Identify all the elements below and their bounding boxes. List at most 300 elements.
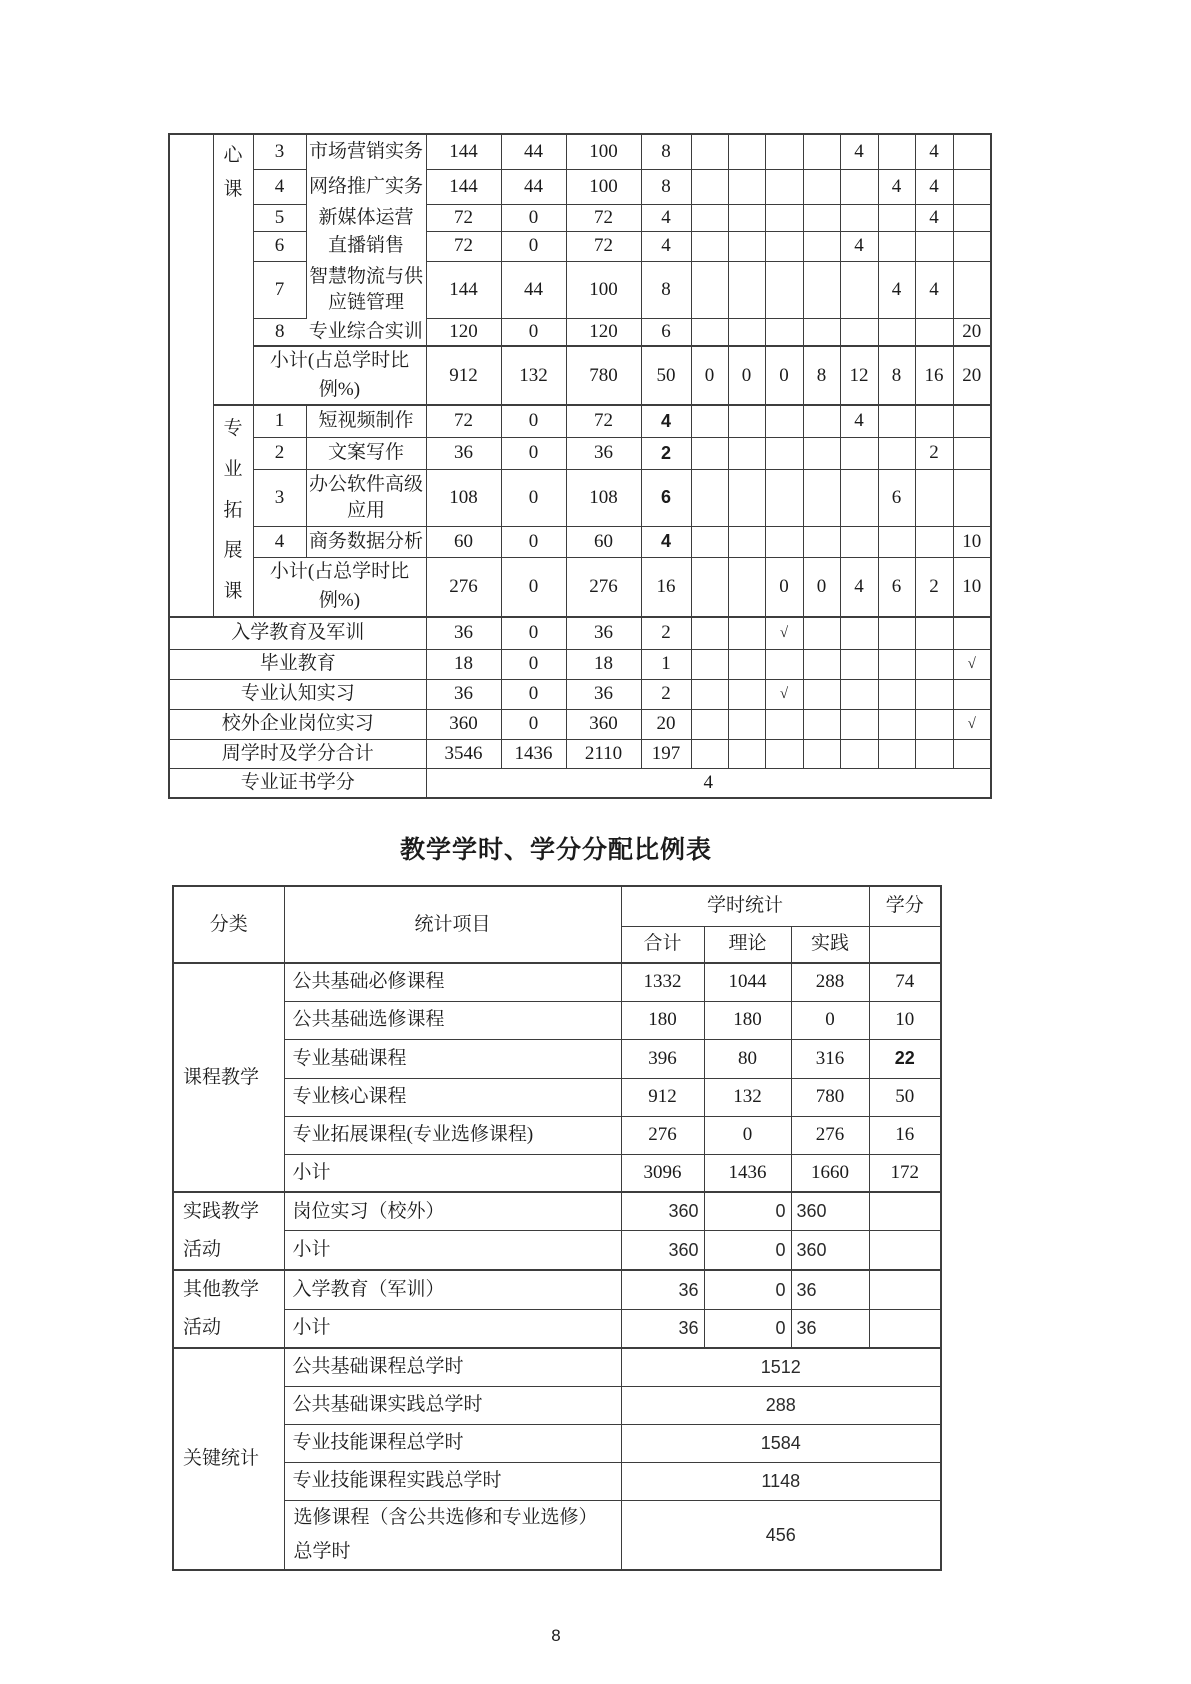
cell-semester-3 (765, 318, 803, 346)
table-row (169, 469, 991, 526)
cell-semester-4 (803, 134, 840, 169)
cell-semester-8: 20 (953, 346, 991, 405)
cell-item: 小计 (284, 1309, 621, 1348)
cell-semester-2 (728, 709, 765, 739)
cell-seq-no: 4 (253, 169, 306, 204)
cell-course-name: 商务数据分析 (306, 526, 426, 557)
cell-course-name: 专业综合实训 (306, 318, 426, 346)
cell-practice-hours: 100 (566, 169, 641, 204)
table-row (169, 204, 991, 231)
group-label-other-activity: 其他教学活动 (173, 1270, 284, 1348)
subtotal-row (173, 1154, 941, 1192)
cell-semester-7 (915, 231, 953, 261)
group-label-course-teaching: 课程教学 (173, 963, 284, 1192)
cell-total-hours: 276 (426, 557, 501, 617)
cell-practice: 288 (791, 963, 869, 1001)
cell-credit: 2 (641, 617, 691, 649)
cell-semester-3 (765, 169, 803, 204)
cell-total: 36 (621, 1309, 704, 1348)
cell-semester-8 (953, 134, 991, 169)
cell-practice: 316 (791, 1039, 869, 1078)
cell-semester-5: 4 (840, 231, 878, 261)
table-row (169, 709, 991, 739)
cell-semester-7 (915, 469, 953, 526)
hour-credit-ratio-table (172, 885, 942, 1571)
cell-semester-6: 4 (878, 261, 915, 318)
cell-semester-3 (765, 134, 803, 169)
cell-value: 1584 (621, 1424, 941, 1462)
cell-semester-6 (878, 709, 915, 739)
cell-practice: 276 (791, 1116, 869, 1154)
table-row (169, 318, 991, 346)
cell-semester-4 (803, 649, 840, 679)
cell-semester-6 (878, 526, 915, 557)
cell-semester-3 (765, 437, 803, 469)
total-row (169, 739, 991, 768)
cell-semester-4 (803, 469, 840, 526)
cell-semester-6: 8 (878, 346, 915, 405)
cell-item: 公共基础必修课程 (284, 963, 621, 1001)
cell-row-label: 校外企业岗位实习 (169, 709, 426, 739)
cell-total: 396 (621, 1039, 704, 1078)
cell-item: 专业技能课程实践总学时 (284, 1462, 621, 1500)
cell-total-hours: 72 (426, 231, 501, 261)
cell-theory: 80 (704, 1039, 791, 1078)
table-row (173, 1192, 941, 1230)
cell-course-name: 智慧物流与供应链管理 (306, 261, 426, 318)
cell-item: 小计 (284, 1154, 621, 1192)
cell-credit: 8 (641, 134, 691, 169)
section-label-core-course (213, 134, 253, 405)
curriculum-plan-table (168, 133, 992, 799)
cell-credit: 8 (641, 169, 691, 204)
cell-semester-3: 0 (765, 346, 803, 405)
cell-semester-1 (691, 557, 728, 617)
cell-semester-2 (728, 649, 765, 679)
cell-semester-3 (765, 469, 803, 526)
cell-seq-no: 4 (253, 526, 306, 557)
cell-semester-6 (878, 405, 915, 437)
table-row (169, 679, 991, 709)
table-row (169, 261, 991, 318)
cell-item: 公共基础课实践总学时 (284, 1386, 621, 1424)
cell-semester-8: √ (953, 709, 991, 739)
header-theory: 理论 (704, 926, 791, 963)
cell-semester-2 (728, 134, 765, 169)
cell-semester-4 (803, 617, 840, 649)
cell-credit: 4 (641, 405, 691, 437)
cell-semester-6 (878, 437, 915, 469)
cell-total-hours: 36 (426, 679, 501, 709)
cell-theory-hours: 0 (501, 437, 566, 469)
section-label-text: 专业拓展课 (223, 417, 243, 603)
cell-semester-6 (878, 649, 915, 679)
cell-row-label: 专业证书学分 (169, 768, 426, 798)
cell-theory: 1436 (704, 1154, 791, 1192)
cell-credit: 4 (641, 204, 691, 231)
subtotal-row (173, 1230, 941, 1270)
cell-total-hours: 120 (426, 318, 501, 346)
cell-semester-8: 20 (953, 318, 991, 346)
cell-practice-hours: 36 (566, 437, 641, 469)
cell-semester-2 (728, 679, 765, 709)
header-credit: 学分 (869, 886, 941, 926)
cell-total-hours: 912 (426, 346, 501, 405)
cell-semester-2 (728, 231, 765, 261)
cell-practice-hours: 60 (566, 526, 641, 557)
group-label-key-statistics: 关键统计 (173, 1348, 284, 1570)
cell-semester-6 (878, 617, 915, 649)
cell-total-hours: 72 (426, 405, 501, 437)
cell-credit: 74 (869, 963, 941, 1001)
cell-semester-4 (803, 261, 840, 318)
cell-semester-4: 8 (803, 346, 840, 405)
cell-item: 专业基础课程 (284, 1039, 621, 1078)
cell-total: 276 (621, 1116, 704, 1154)
subtotal-row (169, 346, 991, 405)
cell-seq-no: 1 (253, 405, 306, 437)
table-row (173, 1424, 941, 1462)
cell-semester-8: 10 (953, 557, 991, 617)
cell-total: 180 (621, 1001, 704, 1039)
cell-semester-1 (691, 709, 728, 739)
cell-credit: 10 (869, 1001, 941, 1039)
cell-semester-6 (878, 231, 915, 261)
cell-practice-hours: 18 (566, 649, 641, 679)
cell-semester-7: 4 (915, 204, 953, 231)
cell-seq-no: 8 (253, 318, 306, 346)
cell-credit: 50 (869, 1078, 941, 1116)
cell-credit: 4 (641, 526, 691, 557)
cell-practice-hours: 120 (566, 318, 641, 346)
cell-semester-8 (953, 231, 991, 261)
cell-semester-6: 6 (878, 469, 915, 526)
cell-semester-8 (953, 739, 991, 768)
table-row (173, 1386, 941, 1424)
cell-semester-5 (840, 437, 878, 469)
cell-theory: 0 (704, 1230, 791, 1270)
cell-semester-1: 0 (691, 346, 728, 405)
cell-theory-hours: 0 (501, 617, 566, 649)
cell-practice: 36 (791, 1309, 869, 1348)
cell-credit: 16 (869, 1116, 941, 1154)
cell-semester-3 (765, 204, 803, 231)
cell-semester-6 (878, 318, 915, 346)
table-row (173, 1078, 941, 1116)
cell-practice-hours: 36 (566, 617, 641, 649)
cell-value: 1512 (621, 1348, 941, 1386)
cell-seq-no: 6 (253, 231, 306, 261)
cell-theory-hours: 44 (501, 169, 566, 204)
cell-course-name: 市场营销实务 (306, 134, 426, 169)
table-row (169, 526, 991, 557)
cell-seq-no: 3 (253, 134, 306, 169)
cell-practice-hours: 360 (566, 709, 641, 739)
cell-semester-3: 0 (765, 557, 803, 617)
cell-item: 小计 (284, 1230, 621, 1270)
certificate-row (169, 768, 991, 798)
cell-practice: 360 (791, 1192, 869, 1230)
cell-theory-hours: 0 (501, 469, 566, 526)
cell-credit: 8 (641, 261, 691, 318)
cell-semester-7: 4 (915, 261, 953, 318)
cell-item: 公共基础课程总学时 (284, 1348, 621, 1386)
cell-credit (869, 1230, 941, 1270)
header-hours-group: 学时统计 (621, 886, 869, 926)
cell-credit: 22 (869, 1039, 941, 1078)
section-label-expand-course (213, 405, 253, 617)
header-category: 分类 (173, 886, 284, 963)
cell-semester-4 (803, 709, 840, 739)
cell-practice-hours: 276 (566, 557, 641, 617)
table-row (173, 1500, 941, 1570)
table-row (173, 1116, 941, 1154)
cell-total-hours: 36 (426, 437, 501, 469)
cell-practice-hours: 2110 (566, 739, 641, 768)
cell-credit: 197 (641, 739, 691, 768)
cell-total-hours: 144 (426, 261, 501, 318)
cell-semester-4 (803, 318, 840, 346)
cell-practice: 360 (791, 1230, 869, 1270)
cell-credit: 50 (641, 346, 691, 405)
cell-credit: 6 (641, 469, 691, 526)
cell-semester-3 (765, 739, 803, 768)
cell-semester-5: 4 (840, 557, 878, 617)
table-row (173, 1348, 941, 1386)
cell-semester-2 (728, 405, 765, 437)
cell-theory-hours: 0 (501, 204, 566, 231)
cell-semester-7: 4 (915, 169, 953, 204)
cell-semester-6: 4 (878, 169, 915, 204)
cell-certificate-credit: 4 (426, 768, 991, 798)
table-row (173, 1462, 941, 1500)
cell-theory: 180 (704, 1001, 791, 1039)
cell-course-name: 网络推广实务 (306, 169, 426, 204)
header-credit-sub (869, 926, 941, 963)
cell-seq-no: 5 (253, 204, 306, 231)
cell-credit (869, 1309, 941, 1348)
cell-theory-hours: 0 (501, 526, 566, 557)
cell-item: 选修课程（含公共选修和专业选修）总学时 (284, 1500, 621, 1570)
header-item: 统计项目 (284, 886, 621, 963)
cell-semester-5 (840, 318, 878, 346)
cell-semester-2 (728, 204, 765, 231)
cell-credit (869, 1192, 941, 1230)
table-row (173, 1270, 941, 1309)
cell-practice: 36 (791, 1270, 869, 1309)
cell-credit: 2 (641, 437, 691, 469)
cell-semester-1 (691, 318, 728, 346)
cell-semester-4 (803, 739, 840, 768)
cell-semester-2: 0 (728, 346, 765, 405)
cell-total-hours: 18 (426, 649, 501, 679)
cell-semester-5 (840, 617, 878, 649)
cell-semester-2 (728, 261, 765, 318)
cell-semester-7 (915, 526, 953, 557)
cell-semester-5 (840, 469, 878, 526)
cell-semester-1 (691, 437, 728, 469)
cell-semester-3 (765, 231, 803, 261)
cell-semester-6 (878, 739, 915, 768)
cell-semester-3 (765, 526, 803, 557)
table-row (169, 649, 991, 679)
cell-semester-7: 4 (915, 134, 953, 169)
cell-semester-4 (803, 679, 840, 709)
cell-semester-2 (728, 437, 765, 469)
group-label-practice-activity: 实践教学活动 (173, 1192, 284, 1270)
cell-semester-2 (728, 617, 765, 649)
cell-total: 912 (621, 1078, 704, 1116)
cell-practice-hours: 780 (566, 346, 641, 405)
cell-semester-7 (915, 617, 953, 649)
cell-item: 公共基础选修课程 (284, 1001, 621, 1039)
cell-theory: 0 (704, 1270, 791, 1309)
cell-semester-7: 2 (915, 437, 953, 469)
page-number: 8 (551, 1626, 561, 1645)
cell-practice-hours: 36 (566, 679, 641, 709)
cell-semester-1 (691, 204, 728, 231)
cell-theory-hours: 0 (501, 231, 566, 261)
cell-theory-hours: 44 (501, 261, 566, 318)
cell-semester-2 (728, 169, 765, 204)
cell-semester-1 (691, 169, 728, 204)
cell-practice: 0 (791, 1001, 869, 1039)
header-practice: 实践 (791, 926, 869, 963)
cell-semester-2 (728, 557, 765, 617)
cell-subtotal-label: 小计(占总学时比例%) (253, 557, 426, 617)
page-title: 教学学时、学分分配比例表 (399, 837, 712, 864)
cell-credit: 20 (641, 709, 691, 739)
cell-semester-3 (765, 649, 803, 679)
cell-semester-1 (691, 469, 728, 526)
cell-total-hours: 144 (426, 134, 501, 169)
cell-practice: 780 (791, 1078, 869, 1116)
cell-item: 专业技能课程总学时 (284, 1424, 621, 1462)
cell-semester-8 (953, 617, 991, 649)
cell-theory-hours: 132 (501, 346, 566, 405)
cell-semester-7 (915, 649, 953, 679)
cell-semester-3: √ (765, 679, 803, 709)
cell-semester-7 (915, 739, 953, 768)
cell-semester-6 (878, 204, 915, 231)
cell-course-name: 新媒体运营 (306, 204, 426, 231)
cell-semester-7 (915, 318, 953, 346)
cell-semester-8 (953, 469, 991, 526)
cell-credit: 16 (641, 557, 691, 617)
cell-semester-7 (915, 709, 953, 739)
cell-theory-hours: 44 (501, 134, 566, 169)
cell-semester-5 (840, 261, 878, 318)
cell-practice-hours: 108 (566, 469, 641, 526)
cell-semester-1 (691, 261, 728, 318)
cell-semester-7: 2 (915, 557, 953, 617)
cell-category-outer (169, 134, 213, 617)
cell-practice-hours: 72 (566, 204, 641, 231)
header-total: 合计 (621, 926, 704, 963)
table-row (173, 1039, 941, 1078)
cell-semester-5 (840, 649, 878, 679)
cell-total-hours: 144 (426, 169, 501, 204)
cell-semester-1 (691, 649, 728, 679)
cell-semester-5: 4 (840, 134, 878, 169)
cell-semester-4 (803, 405, 840, 437)
cell-credit: 6 (641, 318, 691, 346)
header-row (173, 886, 941, 926)
cell-semester-1 (691, 134, 728, 169)
cell-semester-5 (840, 679, 878, 709)
cell-total-hours: 60 (426, 526, 501, 557)
cell-semester-5: 4 (840, 405, 878, 437)
cell-item: 岗位实习（校外） (284, 1192, 621, 1230)
cell-course-name: 短视频制作 (306, 405, 426, 437)
cell-credit: 172 (869, 1154, 941, 1192)
cell-theory: 1044 (704, 963, 791, 1001)
cell-semester-7 (915, 679, 953, 709)
cell-total: 36 (621, 1270, 704, 1309)
cell-seq-no: 2 (253, 437, 306, 469)
cell-practice-hours: 100 (566, 134, 641, 169)
cell-practice: 1660 (791, 1154, 869, 1192)
cell-semester-2 (728, 318, 765, 346)
cell-row-label: 周学时及学分合计 (169, 739, 426, 768)
cell-semester-4: 0 (803, 557, 840, 617)
cell-semester-1 (691, 231, 728, 261)
cell-semester-8: 10 (953, 526, 991, 557)
table-row (169, 405, 991, 437)
cell-semester-4 (803, 169, 840, 204)
cell-practice-hours: 100 (566, 261, 641, 318)
cell-semester-6 (878, 679, 915, 709)
cell-semester-5 (840, 204, 878, 231)
cell-semester-5 (840, 169, 878, 204)
subtotal-row (173, 1309, 941, 1348)
cell-total: 360 (621, 1192, 704, 1230)
cell-total-hours: 360 (426, 709, 501, 739)
cell-theory: 0 (704, 1192, 791, 1230)
cell-practice-hours: 72 (566, 231, 641, 261)
cell-credit: 4 (641, 231, 691, 261)
cell-semester-7 (915, 405, 953, 437)
cell-theory: 0 (704, 1309, 791, 1348)
cell-semester-8 (953, 169, 991, 204)
cell-credit: 1 (641, 649, 691, 679)
cell-total-hours: 108 (426, 469, 501, 526)
cell-semester-2 (728, 469, 765, 526)
cell-semester-2 (728, 739, 765, 768)
cell-semester-7: 16 (915, 346, 953, 405)
cell-semester-1 (691, 739, 728, 768)
cell-course-name: 直播销售 (306, 231, 426, 261)
cell-row-label: 专业认知实习 (169, 679, 426, 709)
cell-semester-1 (691, 405, 728, 437)
cell-seq-no: 3 (253, 469, 306, 526)
cell-practice-hours: 72 (566, 405, 641, 437)
cell-item: 专业拓展课程(专业选修课程) (284, 1116, 621, 1154)
table-row (173, 963, 941, 1001)
cell-semester-8 (953, 437, 991, 469)
cell-semester-4 (803, 231, 840, 261)
cell-semester-6 (878, 134, 915, 169)
cell-semester-8 (953, 204, 991, 231)
cell-semester-3 (765, 405, 803, 437)
cell-course-name: 办公软件高级应用 (306, 469, 426, 526)
cell-semester-8 (953, 679, 991, 709)
cell-semester-5 (840, 739, 878, 768)
cell-semester-2 (728, 526, 765, 557)
cell-course-name: 文案写作 (306, 437, 426, 469)
subtotal-row (169, 557, 991, 617)
cell-semester-6: 6 (878, 557, 915, 617)
